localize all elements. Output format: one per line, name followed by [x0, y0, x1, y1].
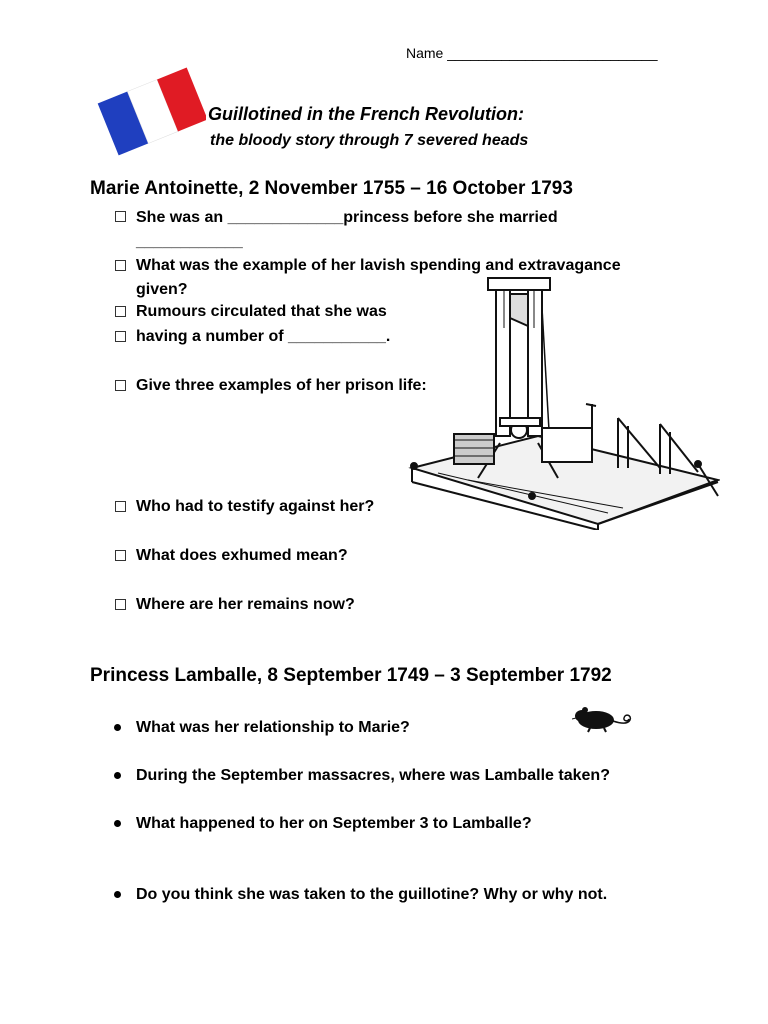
checkbox[interactable]: [115, 331, 126, 342]
question-12: Do you think she was taken to the guillotine? Why or why not.: [136, 886, 608, 903]
checkbox[interactable]: [115, 599, 126, 610]
bullet: [114, 772, 121, 779]
worksheet-subtitle: the bloody story through 7 severed heads: [210, 132, 529, 149]
section-heading-princess-lamballe: Princess Lamballe, 8 September 1749 – 3 September 1792: [90, 665, 612, 686]
question-11: What happened to her on September 3 to Lamballe?: [136, 815, 532, 832]
bullet: [114, 724, 121, 731]
question-7: What does exhumed mean?: [136, 547, 348, 564]
checkbox[interactable]: [115, 260, 126, 271]
bullet: [114, 891, 121, 898]
question-4: having a number of ___________.: [136, 328, 391, 345]
name-field: [406, 45, 657, 61]
bullet: [114, 820, 121, 827]
question-3: Rumours circulated that she was: [136, 303, 387, 320]
question-line: She was an _____________princess before she married: [136, 209, 558, 226]
question-8: Where are her remains now?: [136, 596, 355, 613]
name-line[interactable]: ___________________________: [447, 45, 658, 61]
question-10: During the September massacres, where was Lamballe taken?: [136, 767, 610, 784]
worksheet-title: Guillotined in the French Revolution:: [208, 104, 524, 124]
checkbox[interactable]: [115, 501, 126, 512]
checkbox[interactable]: [115, 550, 126, 561]
guillotine-illustration: [408, 268, 720, 530]
question-line: What was the example of her lavish spending and extravagance: [136, 257, 621, 274]
question-line: ____________: [136, 233, 243, 250]
question-5: Give three examples of her prison life:: [136, 377, 427, 394]
checkbox[interactable]: [115, 306, 126, 317]
rat-icon: [572, 700, 642, 736]
french-flag-icon: [96, 62, 206, 158]
question-1: [136, 206, 558, 254]
name-label: Name: [406, 45, 444, 61]
question-line: given?: [136, 281, 188, 298]
checkbox[interactable]: [115, 211, 126, 222]
section-heading-marie-antoinette: Marie Antoinette, 2 November 1755 – 16 October 1793: [90, 178, 573, 199]
question-9: What was her relationship to Marie?: [136, 719, 410, 736]
question-6: Who had to testify against her?: [136, 498, 375, 515]
checkbox[interactable]: [115, 380, 126, 391]
